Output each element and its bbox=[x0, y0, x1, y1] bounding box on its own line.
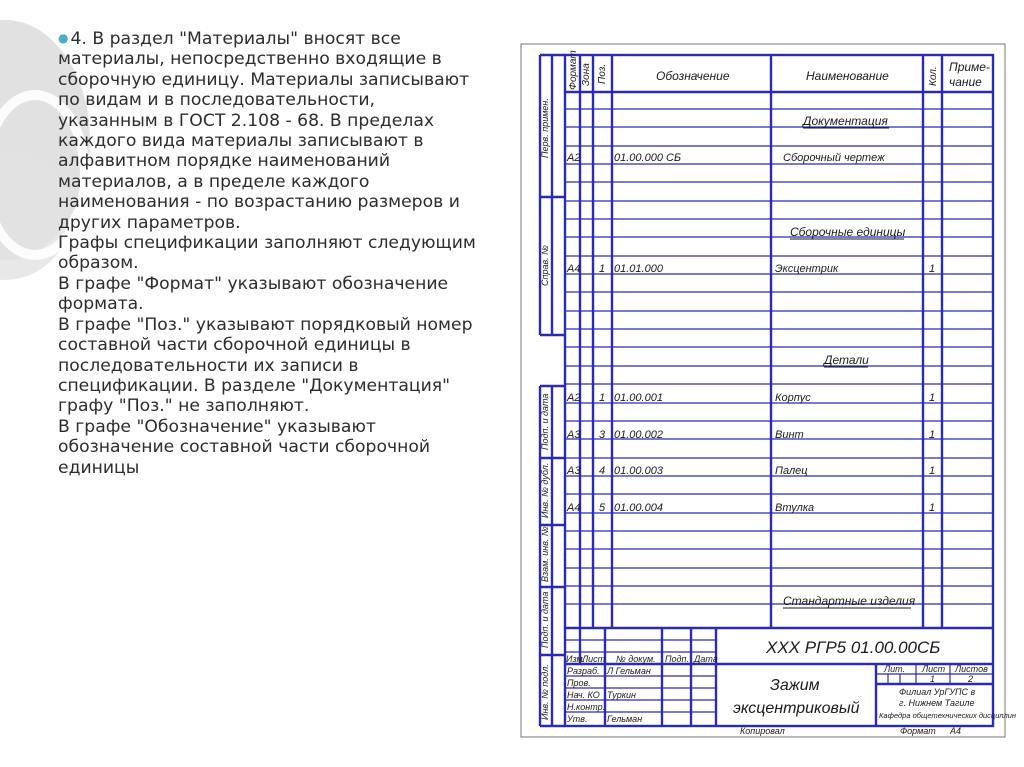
side-label-sprav-no: Справ. № bbox=[540, 245, 550, 286]
row-qty: 1 bbox=[929, 502, 936, 514]
org-line1: Филиал УрГУПС в bbox=[899, 687, 976, 697]
name-nach: Туркин bbox=[607, 690, 636, 700]
row-name: Эксцентрик bbox=[775, 263, 839, 275]
section-standard-items: Стандартные изделия bbox=[783, 594, 916, 608]
row-name: Палец bbox=[775, 465, 808, 477]
header-designation: Обозначение bbox=[656, 69, 730, 83]
side-label-podp-data: Подп. и дата bbox=[540, 393, 550, 450]
header-qty: Кол. bbox=[928, 66, 939, 86]
role-razrab: Разраб. bbox=[567, 666, 600, 676]
side-label-vzam-inv: Взам. инв. № bbox=[540, 526, 550, 582]
row-name: Винт bbox=[775, 429, 804, 441]
section-details: Детали bbox=[824, 353, 869, 367]
format-value: А4 bbox=[950, 726, 962, 736]
row-designation: 01.00.001 bbox=[614, 392, 663, 404]
spec-row bbox=[566, 465, 935, 477]
paragraph-pos: В графе "Поз." указывают порядковый номер составной части сборочной единицы в последовательности их записи в спецификации. В разделе "Документация" графу "Поз." не заполняют. bbox=[58, 314, 473, 417]
role-utv: Утв. bbox=[567, 714, 588, 724]
list-label: Лист bbox=[922, 664, 946, 674]
col-list: Лист bbox=[582, 654, 606, 664]
spec-row bbox=[566, 152, 885, 164]
row-qty: 1 bbox=[929, 429, 936, 441]
row-format: А3 bbox=[567, 429, 581, 441]
row-qty: 1 bbox=[929, 465, 936, 477]
header-format: Формат bbox=[568, 50, 579, 90]
role-nach: Нач. КО bbox=[567, 690, 600, 700]
paragraph-designation: В графе "Обозначение" указывают обозначение составной части сборочной единицы bbox=[58, 416, 431, 478]
col-izm: Изм. bbox=[566, 654, 586, 664]
paragraph-format: В графе "Формат" указывают обозначение формата. bbox=[58, 273, 449, 315]
header-name: Наименование bbox=[806, 69, 889, 83]
row-format: А4 bbox=[567, 502, 581, 514]
role-prov: Пров. bbox=[567, 678, 591, 688]
list-value: 1 bbox=[930, 674, 936, 684]
name-utv: Гельман bbox=[607, 714, 643, 724]
spec-row bbox=[566, 263, 935, 275]
spec-row bbox=[566, 502, 935, 514]
row-qty: 1 bbox=[929, 263, 936, 275]
section-documentation: Документация bbox=[803, 114, 888, 128]
row-pos: 4 bbox=[599, 465, 606, 477]
lit-label: Лит. bbox=[884, 664, 906, 674]
bullet-icon: ● bbox=[58, 31, 69, 45]
row-name: Втулка bbox=[775, 502, 815, 514]
row-name: Сборочный чертеж bbox=[783, 152, 885, 164]
header-zone: Зона bbox=[581, 63, 592, 86]
side-label-perv-primen: Перв. примен. bbox=[540, 98, 550, 158]
row-pos: 3 bbox=[599, 429, 606, 441]
col-podp: Подп. bbox=[665, 654, 689, 664]
listov-label: Листов bbox=[955, 664, 988, 674]
paragraph-materials: ● 4. В раздел "Материалы" вносят все материалы, непосредственно входящие в сборочную единицу. Материалы записывают по видам и в последовательности, указанным в ГОСТ 2.108 - 68. В пределах каждого вида материалы записывают в алфавитном порядке наименований материалов, а в пределе каждого наименования - по возрастанию размеров и других параметров. bbox=[58, 29, 470, 233]
side-label-podp-data-2: Подп. и дата bbox=[540, 591, 550, 648]
row-format: А2 bbox=[567, 392, 581, 404]
org-line2: г. Нижнем Тагиле bbox=[899, 698, 975, 708]
row-name: Корпус bbox=[775, 392, 811, 404]
role-nkontr: Н.контр. bbox=[567, 702, 606, 712]
spec-table-grid bbox=[565, 55, 993, 628]
spec-row bbox=[566, 392, 935, 404]
paragraph-columns: Графы спецификации заполняют следующим образом. bbox=[58, 233, 476, 274]
format-label: Формат bbox=[900, 726, 936, 736]
document-code: ХХХ РГР5 01.00.00СБ bbox=[766, 638, 941, 657]
row-designation: 01.00.002 bbox=[614, 429, 663, 441]
name-razrab: Л Гельман bbox=[607, 666, 651, 676]
header-pos: Поз. bbox=[597, 63, 608, 84]
row-format: А2 bbox=[567, 152, 581, 164]
col-docum: № докум. bbox=[616, 654, 656, 664]
section-assembly-units: Сборочные единицы bbox=[790, 225, 906, 239]
row-pos: 1 bbox=[599, 263, 606, 275]
listov-value: 2 bbox=[968, 674, 974, 684]
row-pos: 5 bbox=[599, 502, 606, 514]
row-qty: 1 bbox=[929, 392, 936, 404]
row-format: А4 bbox=[567, 263, 581, 275]
row-designation: 01.01.000 bbox=[614, 263, 663, 275]
row-designation: 01.00.000 СБ bbox=[614, 152, 682, 164]
row-format: А3 bbox=[567, 465, 581, 477]
row-designation: 01.00.003 bbox=[614, 465, 663, 477]
side-label-inv-podl: Инв. № подл. bbox=[540, 664, 550, 720]
side-label-inv-dubl: Инв. № дубл. bbox=[540, 462, 550, 518]
org-line3: Кафедра общетехнических дисциплин bbox=[879, 711, 1017, 720]
drawing-title-line2: эксцентриковый bbox=[733, 700, 860, 717]
header-note-line1: Приме- bbox=[949, 60, 990, 74]
kopiroval-label: Копировал bbox=[740, 726, 785, 736]
drawing-title-line1: Зажим bbox=[770, 677, 820, 694]
col-data: Дата bbox=[694, 654, 718, 664]
header-note-line2: чание bbox=[949, 75, 982, 89]
row-designation: 01.00.004 bbox=[614, 502, 663, 514]
row-pos: 1 bbox=[599, 392, 606, 404]
